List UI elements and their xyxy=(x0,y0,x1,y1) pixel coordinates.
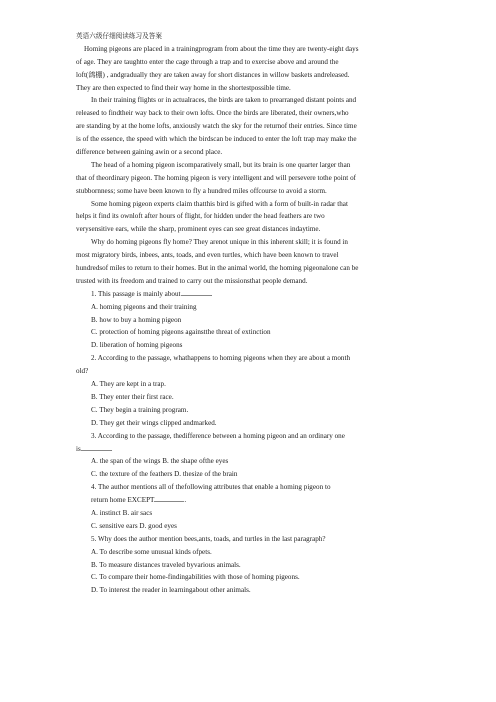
text-line-content: A. homing pigeons and their training xyxy=(91,302,197,311)
text-line-content: hundredsof miles to return to their homes. But in the animal world, the homing pigeonalone can be xyxy=(76,264,359,273)
text-line xyxy=(76,288,428,301)
text-line-content: The head of a homing pigeon iscomparatively small, but its brain is one quarter larger than xyxy=(91,160,351,169)
text-line xyxy=(76,314,428,327)
document-page xyxy=(76,30,428,597)
answer-blank xyxy=(181,289,211,296)
text-line-content: A. instinct B. air sacs xyxy=(91,508,153,517)
text-line-content: 2. According to the passage, whathappens to homing pigeons when they are about a month xyxy=(91,354,351,363)
text-line-content: A. They are kept in a trap. xyxy=(91,380,166,389)
text-line-content: most migratory birds, inbees, ants, toads, and even turtles, which have been known to travel xyxy=(76,251,339,260)
text-line xyxy=(76,559,428,572)
text-line-content: 3. According to the passage, thedifference between a homing pigeon and an ordinary one xyxy=(91,431,345,440)
text-line xyxy=(76,378,428,391)
text-line xyxy=(76,326,428,339)
text-line xyxy=(76,210,428,223)
answer-blank xyxy=(154,495,187,505)
text-line-content: that of theordinary pigeon. The homing pigeon is very intelligent and will persevere tothe point of xyxy=(76,173,357,182)
text-line-content: 5. Why does the author mention bees,ants, toads, and turtles in the last paragraph? xyxy=(91,534,326,543)
text-line xyxy=(76,455,428,468)
text-line xyxy=(76,301,428,314)
text-line xyxy=(76,481,428,494)
text-line-content: helps it find its ownloft after hours of flight, for hidden under the head feathers are two xyxy=(76,212,325,221)
text-line-content: Homing pigeons are placed in a trainingprogram from about the time they are twenty-eight days xyxy=(84,44,359,53)
text-line-tail: . xyxy=(110,444,113,453)
text-line-content: stubbornness; some have been known to fly a hundred miles offcourse to avoid a storm. xyxy=(76,186,327,195)
text-line xyxy=(76,430,428,443)
text-line xyxy=(76,417,428,430)
text-line xyxy=(76,468,428,481)
text-line xyxy=(76,120,428,133)
text-line xyxy=(76,236,428,249)
text-line-content: C. protection of homing pigeons againstthe threat of extinction xyxy=(91,328,271,337)
text-line xyxy=(76,546,428,559)
text-line-content: 1. This passage is mainly about xyxy=(91,289,181,298)
text-line-content: Why do homing pigeons fly home? They arenot unique in this inherent skill; it is found in xyxy=(91,238,348,247)
text-line-content: B. how to buy a homing pigeon xyxy=(91,315,182,324)
text-line xyxy=(76,507,428,520)
text-line-content: trusted with its freedom and trained to carry out the missionsthat people demand. xyxy=(76,276,308,285)
text-line-content: Some homing pigeon experts claim thatthis bird is gifted with a form of built-in radar that xyxy=(91,199,348,208)
text-line-content: C. the texture of the feathers D. thesize of the brain xyxy=(91,470,238,479)
text-line xyxy=(76,533,428,546)
text-line xyxy=(76,133,428,146)
text-line-content: verysensitive ears, while the sharp, prominent eyes can see great distances indaytime. xyxy=(76,225,321,234)
text-line-content: is xyxy=(76,444,81,453)
text-line-content: is of the essence, the speed with which the birdscan be induced to enter the loft trap may make the xyxy=(76,135,357,144)
text-line xyxy=(76,198,428,211)
text-line xyxy=(76,443,428,456)
text-line-content: released to findtheir way back to their own lofts. Once the birds are liberated, their owners,who xyxy=(76,109,349,118)
text-line-content: C. To compare their home-findingabilities with those of homing pigeons. xyxy=(91,573,300,582)
text-line-content: C. They begin a training program. xyxy=(91,405,189,414)
text-line-content: A. the span of the wings B. the shape ofthe eyes xyxy=(91,457,229,466)
text-line xyxy=(76,159,428,172)
text-line xyxy=(76,275,428,288)
text-line xyxy=(76,43,428,56)
text-line xyxy=(76,365,428,378)
text-line xyxy=(76,107,428,120)
text-line xyxy=(76,146,428,159)
text-line xyxy=(76,520,428,533)
text-line xyxy=(76,352,428,365)
text-line xyxy=(76,56,428,69)
text-line-content: old? xyxy=(76,367,89,376)
text-line xyxy=(76,584,428,597)
text-line xyxy=(76,94,428,107)
text-line xyxy=(76,404,428,417)
text-line-content: B. To measure distances traveled byvarious animals. xyxy=(91,560,241,569)
text-line xyxy=(76,185,428,198)
text-line xyxy=(76,172,428,185)
text-line-content: In their training flights or in actualraces, the birds are taken to prearranged distant points and xyxy=(91,96,357,105)
text-line xyxy=(76,571,428,584)
text-line xyxy=(76,494,428,507)
text-line-tail: . xyxy=(184,496,187,505)
text-line-content: loft(鸽棚) , andgradually they are taken away for short distances in willow baskets andreleased. xyxy=(76,70,350,79)
text-line-content: D. To interest the reader in learningabout other animals. xyxy=(91,586,251,595)
text-line-content: of age. They are taughtto enter the cage through a trap and to exercise above and around the xyxy=(76,57,339,66)
text-line-content: They are then expected to find their way home in the shortestpossible time. xyxy=(76,83,291,92)
answer-blank xyxy=(81,444,111,451)
text-line-tail: . xyxy=(210,289,213,298)
text-line xyxy=(76,262,428,275)
text-line-content: D. They get their wings clipped andmarked. xyxy=(91,418,217,427)
text-line xyxy=(76,249,428,262)
text-line-content: 4. The author mentions all of thefollowing attributes that enable a homing pigeon to xyxy=(91,483,331,492)
document-title: 英语六级仔细阅读练习及答案 xyxy=(76,32,162,40)
text-line-content: B. They enter their first race. xyxy=(91,392,174,401)
text-line-content: return home EXCEPT xyxy=(91,496,155,505)
text-line xyxy=(76,339,428,352)
text-line xyxy=(76,391,428,404)
text-line-content: difference between gaining awin or a second place. xyxy=(76,148,223,157)
text-line-content: A. To describe some unusual kinds ofpets. xyxy=(91,547,212,556)
text-line-content: are standing by at the home lofts, anxiously watch the sky for the returnof their entries. Since time xyxy=(76,122,357,131)
text-line-content: C. sensitive ears D. good eyes xyxy=(91,521,177,530)
document-body xyxy=(76,43,428,597)
text-line-content: D. liberation of homing pigeons xyxy=(91,341,183,350)
text-line xyxy=(76,223,428,236)
text-line xyxy=(76,82,428,95)
text-line xyxy=(76,69,428,82)
